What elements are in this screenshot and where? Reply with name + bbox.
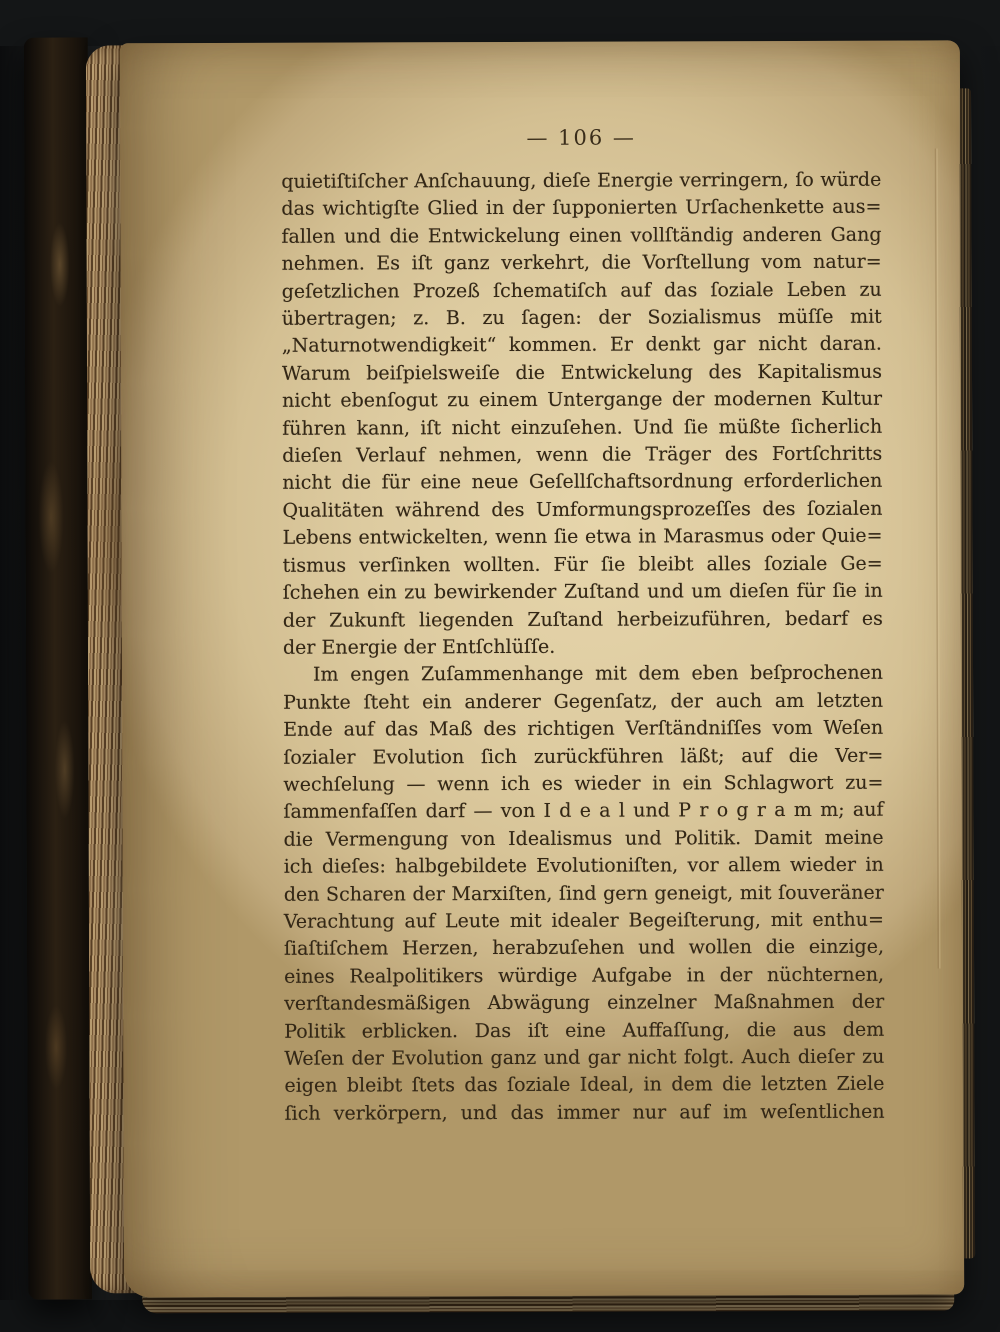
text-line: ſchehen ein zu bewirkender Zuſtand und um dieſen für ſie in <box>282 579 883 604</box>
text-line: Verachtung auf Leute mit idealer Begeiſterung, mit enthu= <box>283 908 884 933</box>
text-line: dieſen Verlauf nehmen, wenn die Träger des Fortſchritts <box>282 442 883 467</box>
page-crease <box>934 148 941 968</box>
text-line: verſtandesmäßigen Abwägung einzelner Maßnahmen der <box>284 990 885 1015</box>
text-line: nicht die für eine neue Geſellſchaftsordnung erforderlichen <box>282 470 883 495</box>
book-spine <box>24 37 92 1299</box>
text-line: Punkte ſteht ein anderer Gegenſatz, der auch am letzten <box>283 689 884 714</box>
text-line: das wichtigſte Glied in der ſupponierten Urſachenkette aus= <box>281 196 882 221</box>
text-line: den Scharen der Marxiſten, ſind gern geneigt, mit ſouveräner <box>283 881 884 906</box>
text-line: nehmen. Es iſt ganz verkehrt, die Vorſtellung vom natur= <box>281 250 882 275</box>
text-line: übertragen; z. B. zu ſagen: der Sozialismus müſſe mit <box>281 305 882 330</box>
page-number: — 106 — <box>526 125 636 150</box>
text-line: ſammenfaſſen darf — von I d e a l und P r o g r a m m; auf <box>283 799 884 824</box>
text-line: Warum beiſpielsweiſe die Entwickelung des Kapitalismus <box>281 360 883 385</box>
text-line: der Zukunft liegenden Zuſtand herbeizuführen, bedarf es <box>282 607 883 632</box>
text-line: Lebens entwickelten, wenn ſie etwa in Marasmus oder Quie= <box>282 524 883 550</box>
text-line: ſiaſtiſchem Herzen, herabzuſehen und wollen die einzige, <box>283 936 885 961</box>
text-line: Politik erblicken. Das iſt eine Auffaſſung, die aus dem <box>284 1018 885 1043</box>
text-line: ich dieſes: halbgebildete Evolutioniſten, vor allem wieder in <box>283 853 884 878</box>
text-line: geſetzlichen Prozeß ſchematiſch auf das ſoziale Leben zu <box>281 278 882 303</box>
text-line: der Energie der Entſchlüſſe. <box>282 635 556 659</box>
text-line: eigen bleibt ſtets das ſoziale Ideal, in dem die letzten Ziele <box>284 1073 885 1098</box>
text-line: führen kann, iſt nicht einzuſehen. Und ſie müßte ſicherlich <box>282 415 883 440</box>
text-line: quietiſtiſcher Anſchauung, dieſe Energie verringern, ſo würde <box>281 168 882 193</box>
text-line: wechſelung — wenn ich es wieder in ein Schlagwort zu= <box>283 771 884 796</box>
text-line: Ende auf das Maß des richtigen Verſtändniſſes vom Weſen <box>283 716 884 741</box>
text-line: Im engen Zuſammenhange mit dem eben beſprochenen <box>312 661 884 686</box>
text-line: die Vermengung von Idealismus und Politik. Damit meine <box>283 826 884 851</box>
text-line: tismus verſinken wollten. Für ſie bleibt alles ſoziale Ge= <box>282 552 883 577</box>
text-line: „Naturnotwendigkeit“ kommen. Er denkt gar nicht daran. <box>281 333 882 358</box>
text-line: fallen und die Entwickelung einen vollſtändig anderen Gang <box>281 223 882 248</box>
text-line: Qualitäten während des Umformungsprozeſſes des ſozialen <box>282 497 883 522</box>
text-line: nicht ebenſogut zu einem Untergange der modernen Kultur <box>282 387 883 413</box>
text-line: ſozialer Evolution ſich zurückführen läßt; auf die Ver= <box>283 744 884 769</box>
text-line: Weſen der Evolution ganz und gar nicht folgt. Auch dieſer zu <box>284 1045 885 1070</box>
text-line: eines Realpolitikers würdige Aufgabe in der nüchternen, <box>284 963 885 988</box>
text-line: ſich verkörpern, und das immer nur auf im weſentlichen <box>284 1100 885 1125</box>
page-text <box>281 167 884 1128</box>
